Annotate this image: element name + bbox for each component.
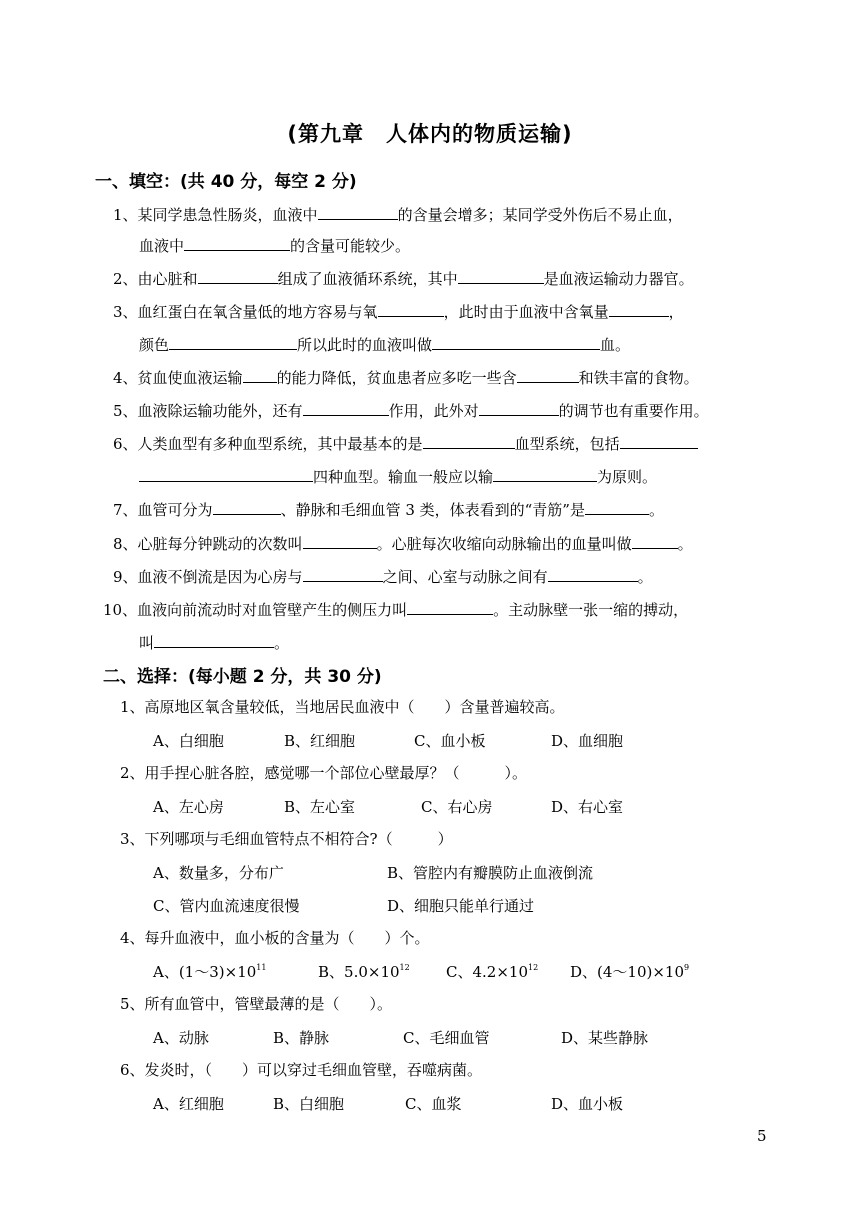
choice-option[interactable]: D、右心室 (551, 798, 624, 816)
choice-option[interactable]: C、管内血流速度很慢 (153, 897, 300, 915)
question-text: 叫 (139, 634, 155, 652)
question-text: 组成了血液循环系统，其中 (277, 270, 458, 288)
answer-blank[interactable] (620, 432, 698, 449)
question-text: 。心脏每次收缩向动脉输出的血量叫做 (376, 535, 632, 553)
option-exponent: 9 (684, 963, 690, 972)
question-text: 贫血使血液运输 (137, 369, 243, 387)
question-text: 血型系统，包括 (514, 435, 620, 453)
question-text: ， (668, 303, 684, 321)
option-text: C、4.2×10 (446, 963, 528, 981)
question-number: 1、 (113, 206, 138, 224)
answer-blank[interactable] (632, 532, 678, 549)
question-text: 血液除运输功能外，还有 (137, 402, 303, 420)
option-exponent: 11 (256, 963, 267, 972)
choice-option[interactable]: B、白细胞 (273, 1095, 345, 1113)
option-text: A、(1～3)×10 (153, 963, 257, 981)
question-text: 由心脏和 (137, 270, 198, 288)
answer-blank[interactable] (154, 631, 274, 648)
choice-option[interactable]: D、血小板 (551, 1095, 624, 1113)
fill-question-1 (113, 203, 683, 225)
question-text: 。 (637, 568, 653, 586)
choice-option[interactable]: C、血浆 (405, 1095, 462, 1113)
option-text: B、5.0×10 (318, 963, 400, 981)
page-number: 5 (757, 1127, 767, 1145)
section-fill-in-heading: 一、填空：(共 40 分，每空 2 分) (95, 172, 357, 192)
question-text: 所以此时的血液叫做 (297, 336, 433, 354)
fill-question-3 (113, 300, 684, 322)
question-text: 作用，此外对 (388, 402, 479, 420)
question-number: 8、 (113, 535, 138, 553)
question-text: 血液向前流动时对血管壁产生的侧压力叫 (137, 601, 408, 619)
choice-option[interactable]: C、血小板 (414, 732, 486, 750)
question-text: 之间、心室与动脉之间有 (382, 568, 548, 586)
fill-question-9 (113, 565, 653, 587)
fill-question-10-cont (139, 631, 289, 653)
question-text: 某同学患急性肠炎，血液中 (137, 206, 318, 224)
choice-question-1: 1、高原地区氧含量较低，当地居民血液中（ ）含量普遍较高。 (120, 698, 565, 716)
section-choice-heading: 二、选择：(每小题 2 分，共 30 分) (103, 667, 382, 687)
choice-option[interactable]: B、管腔内有瓣膜防止血液倒流 (387, 864, 594, 882)
question-text: 为原则。 (597, 468, 658, 486)
choice-option[interactable]: D、血细胞 (551, 732, 624, 750)
page-title: (第九章 人体内的物质运输) (287, 122, 573, 146)
option-exponent: 12 (399, 963, 410, 972)
question-text: 颜色 (139, 336, 170, 354)
choice-option[interactable]: D、细胞只能单行通过 (387, 897, 535, 915)
question-number: 9、 (113, 568, 138, 586)
answer-blank[interactable] (517, 366, 579, 383)
choice-question-2: 2、用手捏心脏各腔，感觉哪一个部位心壁最厚？（ ）。 (120, 764, 528, 782)
answer-blank[interactable] (198, 267, 278, 284)
choice-option[interactable] (318, 961, 410, 982)
question-text: 的调节也有重要作用。 (558, 402, 709, 420)
option-text: D、(4～10)×10 (570, 963, 685, 981)
answer-blank[interactable] (479, 399, 559, 416)
question-text: 和铁丰富的食物。 (578, 369, 699, 387)
question-text: 心脏每分钟跳动的次数叫 (137, 535, 303, 553)
answer-blank[interactable] (169, 333, 297, 350)
question-text: 血。 (600, 336, 631, 354)
answer-blank[interactable] (548, 565, 638, 582)
question-number: 7、 (113, 501, 138, 519)
question-number: 2、 (113, 270, 138, 288)
answer-blank[interactable] (423, 432, 515, 449)
question-text: 血红蛋白在氧含量低的地方容易与氧 (137, 303, 378, 321)
question-text: 。 (648, 501, 664, 519)
question-number: 5、 (113, 402, 138, 420)
question-text: 血液中 (139, 237, 185, 255)
fill-question-6 (113, 432, 698, 454)
choice-option[interactable]: A、红细胞 (153, 1095, 224, 1113)
answer-blank[interactable] (303, 532, 377, 549)
choice-option[interactable]: C、右心房 (421, 798, 493, 816)
question-text: 。 (274, 634, 290, 652)
fill-question-2 (113, 267, 694, 289)
choice-option[interactable] (446, 961, 538, 982)
answer-blank[interactable] (213, 498, 281, 515)
question-text: 人类血型有多种血型系统，其中最基本的是 (137, 435, 423, 453)
fill-question-4 (113, 366, 699, 388)
choice-option[interactable] (153, 961, 266, 982)
question-text: 、静脉和毛细血管 3 类，体表看到的“青筋”是 (280, 501, 585, 519)
question-text: 血管可分为 (137, 501, 213, 519)
question-text: ，此时由于血液中含氧量 (443, 303, 609, 321)
fill-question-3-cont (139, 333, 630, 355)
choice-option[interactable]: A、动脉 (153, 1029, 209, 1047)
question-text: 的能力降低，贫血患者应多吃一些含 (276, 369, 517, 387)
question-number: 6、 (113, 435, 138, 453)
choice-option[interactable]: B、红细胞 (284, 732, 356, 750)
question-text: 的含量可能较少。 (290, 237, 411, 255)
choice-question-3: 3、下列哪项与毛细血管特点不相符合?（ ） (120, 830, 453, 848)
choice-option[interactable]: B、静脉 (273, 1029, 330, 1047)
answer-blank[interactable] (585, 498, 649, 515)
answer-blank[interactable] (243, 366, 277, 383)
fill-question-10 (103, 598, 688, 620)
question-text: 血液不倒流是因为心房与 (137, 568, 303, 586)
fill-question-5 (113, 399, 709, 421)
answer-blank[interactable] (303, 565, 383, 582)
answer-blank[interactable] (318, 203, 398, 220)
question-text: 。主动脉壁一张一缩的搏动， (493, 601, 689, 619)
question-text: 。 (677, 535, 693, 553)
choice-option[interactable]: A、左心房 (153, 798, 224, 816)
question-text: 的含量会增多；某同学受外伤后不易止血， (397, 206, 683, 224)
fill-question-7 (113, 498, 664, 520)
choice-option[interactable]: C、毛细血管 (403, 1029, 490, 1047)
answer-blank[interactable] (378, 300, 444, 317)
answer-blank[interactable] (303, 399, 389, 416)
option-exponent: 12 (528, 963, 539, 972)
choice-option[interactable]: B、左心室 (284, 798, 356, 816)
answer-blank[interactable] (432, 333, 600, 350)
answer-blank[interactable] (493, 465, 597, 482)
question-number: 3、 (113, 303, 138, 321)
choice-option[interactable]: A、数量多，分布广 (153, 864, 284, 882)
question-text: 是血液运输动力器官。 (543, 270, 694, 288)
fill-question-8 (113, 532, 693, 554)
fill-question-6-cont (139, 465, 657, 487)
question-text: 四种血型。输血一般应以输 (313, 468, 494, 486)
choice-question-6: 6、发炎时，（ ）可以穿过毛细血管壁，吞噬病菌。 (120, 1061, 483, 1079)
answer-blank[interactable] (609, 300, 669, 317)
answer-blank[interactable] (139, 465, 313, 482)
question-number: 10、 (103, 601, 138, 619)
choice-option[interactable]: D、某些静脉 (561, 1029, 649, 1047)
fill-question-1-cont (139, 234, 410, 256)
choice-option[interactable]: A、白细胞 (153, 732, 224, 750)
question-number: 4、 (113, 369, 138, 387)
choice-option[interactable] (570, 961, 689, 982)
choice-question-4: 4、每升血液中，血小板的含量为（ ）个。 (120, 929, 430, 947)
answer-blank[interactable] (184, 234, 290, 251)
choice-question-5: 5、所有血管中，管壁最薄的是（ ）。 (120, 995, 393, 1013)
answer-blank[interactable] (407, 598, 493, 615)
answer-blank[interactable] (458, 267, 544, 284)
